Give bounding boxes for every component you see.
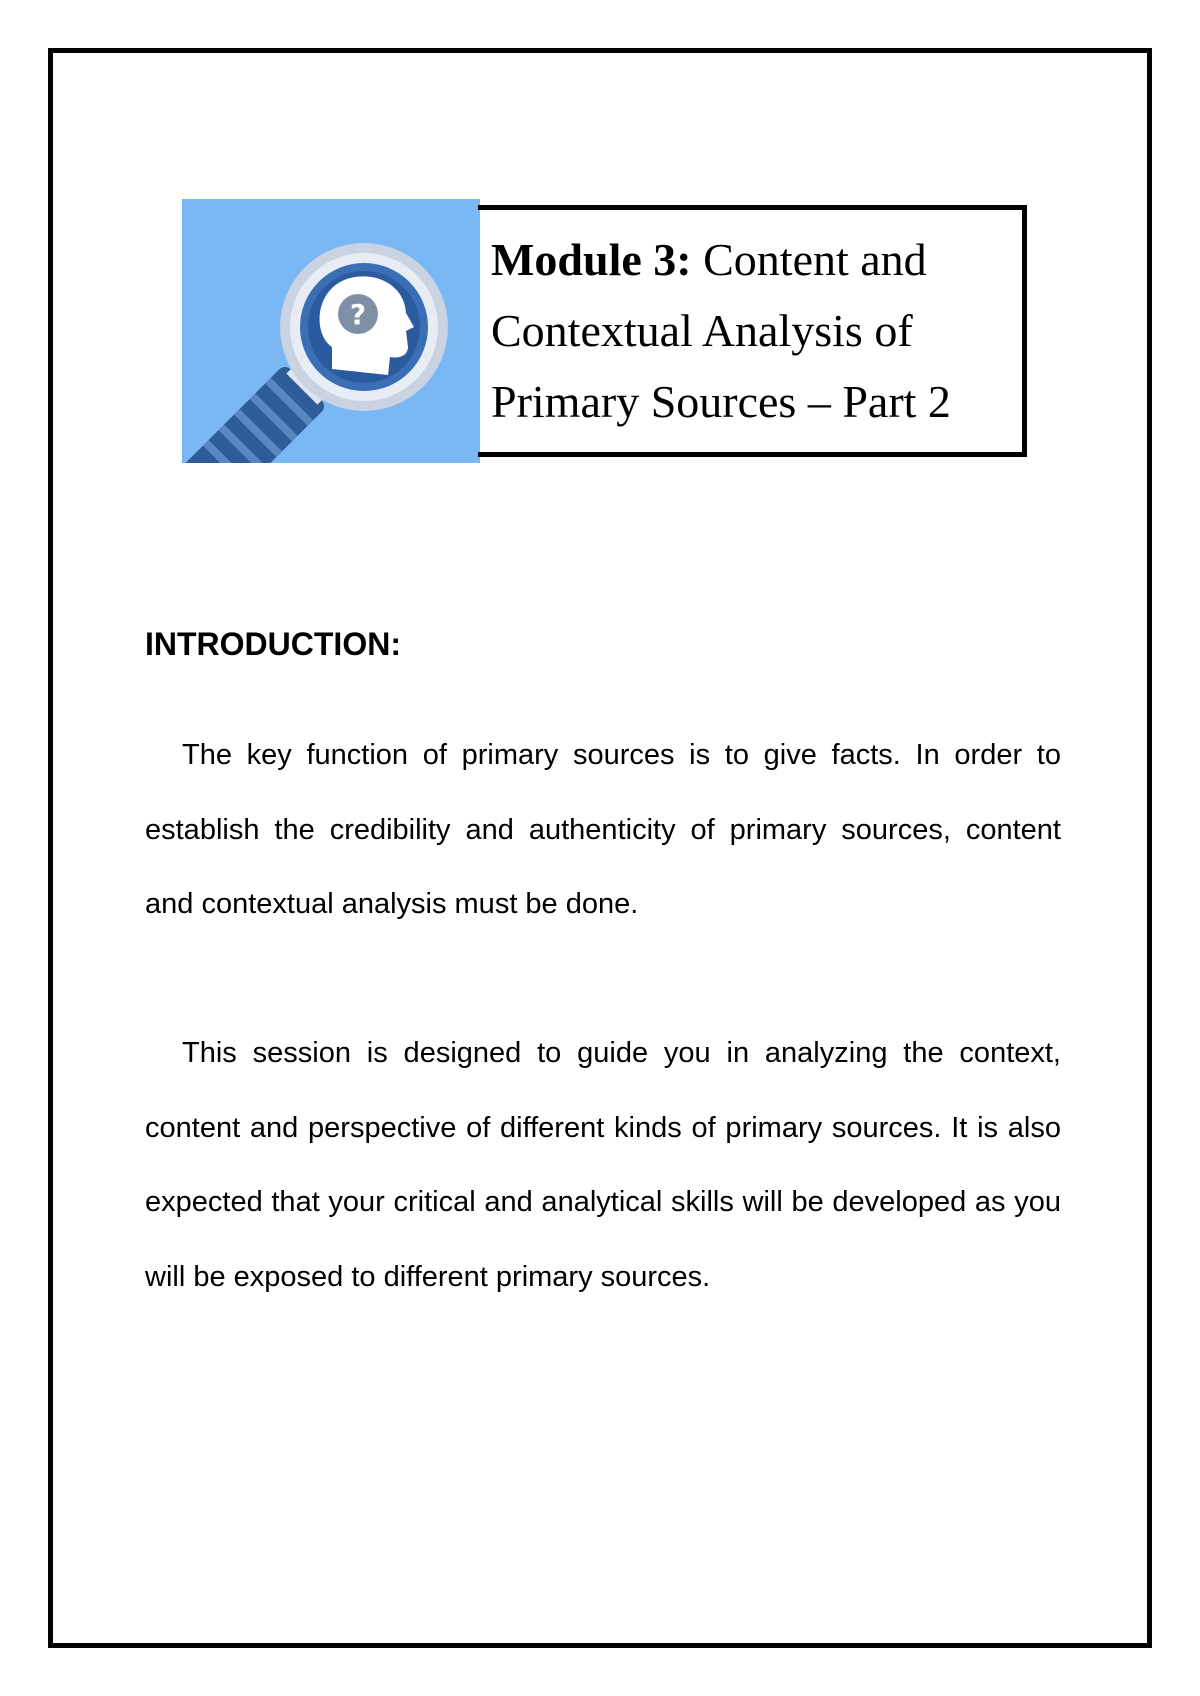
introduction-paragraph-2: This session is designed to guide you in analyzing the context, content and perspective of different kinds of primary sources. It is also expected that your critical and analytical skills will be developed as you will be exposed to different primary sources. xyxy=(145,1037,1061,1293)
introduction-paragraph-1: The key function of primary sources is to give facts. In order to establish the credibility and authenticity of primary sources, content and contextual analysis must be done. xyxy=(145,739,1061,920)
introduction-heading: INTRODUCTION: xyxy=(145,626,401,662)
module-title-text: Content and Contextual Analysis of Primary Sources – Part 2 xyxy=(491,234,951,427)
module-label: Module 3: xyxy=(491,234,692,285)
module-header-image xyxy=(182,199,480,463)
svg-text:?: ? xyxy=(349,298,367,331)
magnifier-head-question-icon xyxy=(182,199,480,463)
module-title xyxy=(478,205,1027,457)
